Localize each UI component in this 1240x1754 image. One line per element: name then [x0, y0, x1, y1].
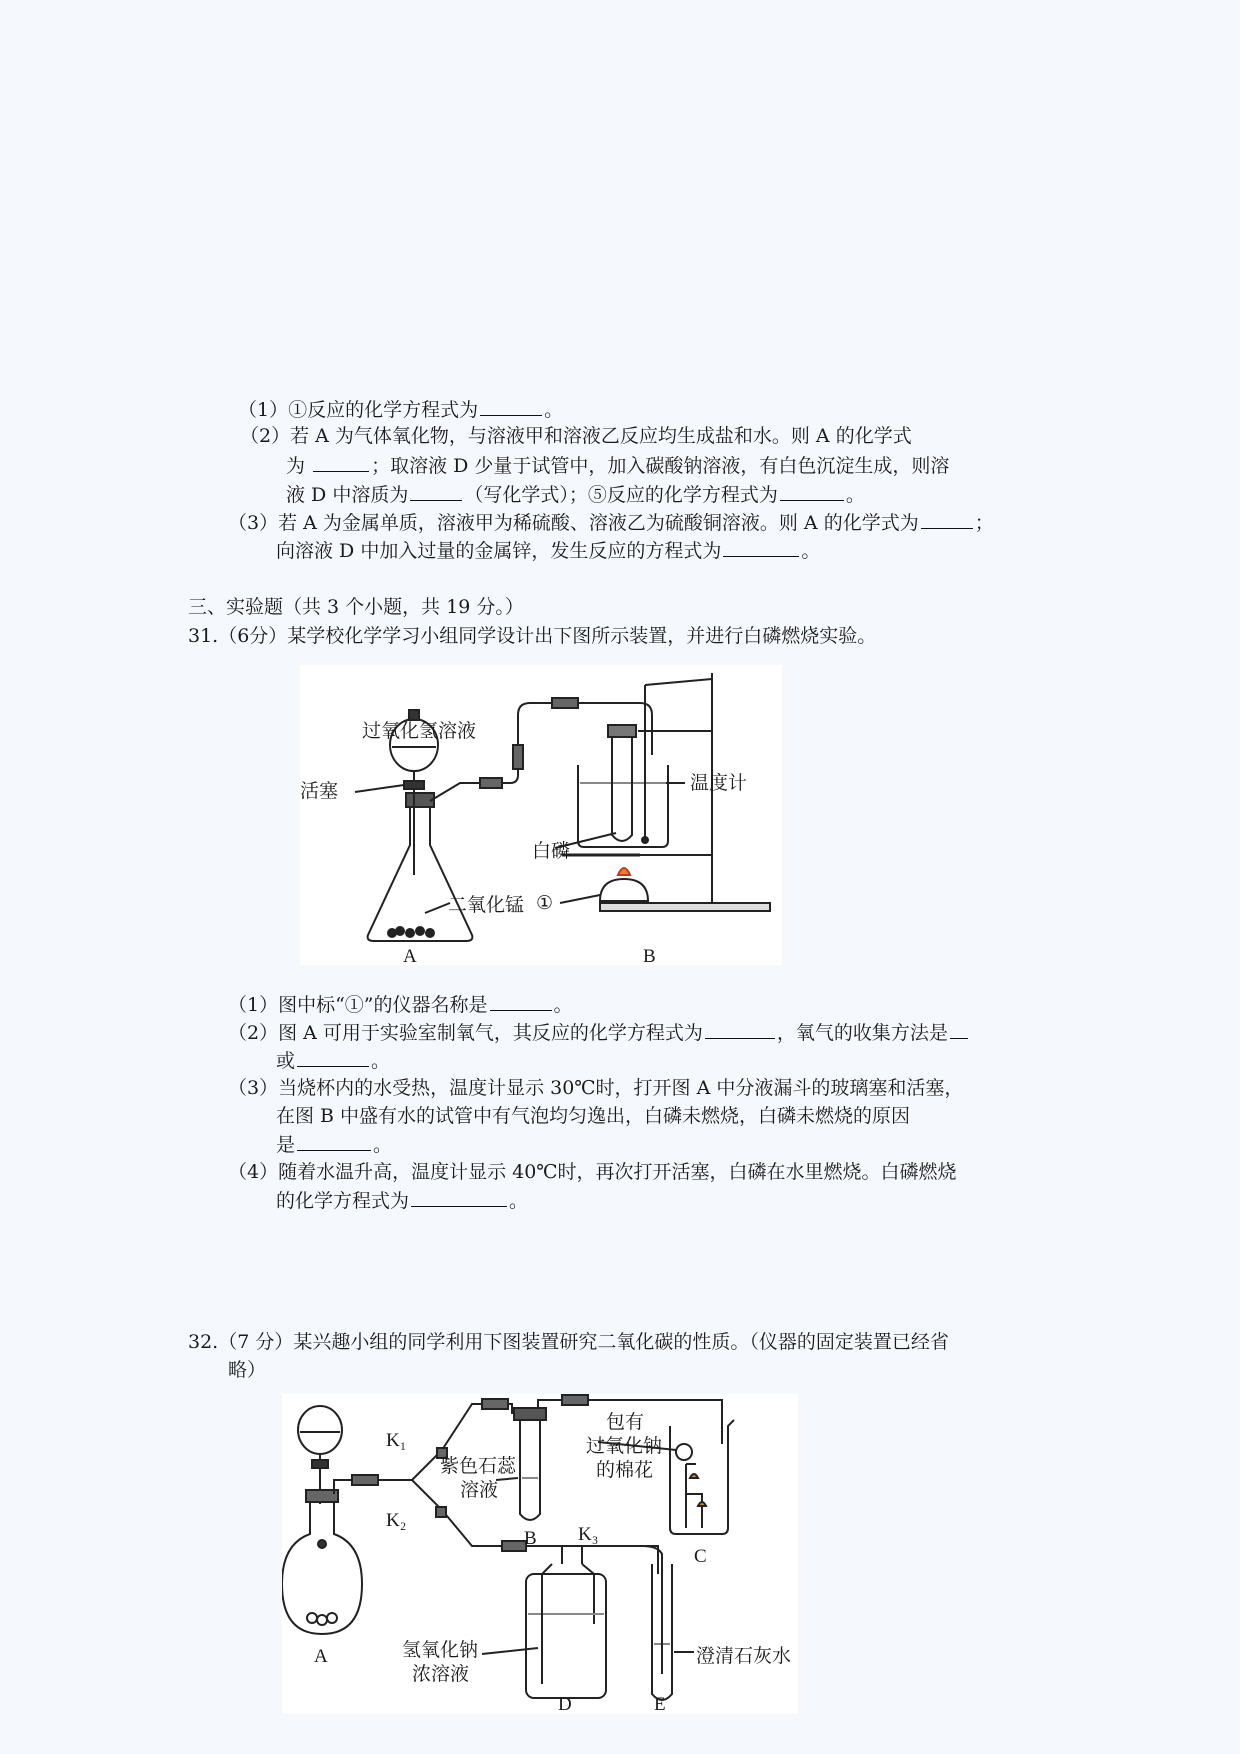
alcohol-lamp [600, 879, 648, 901]
answer-blank[interactable] [297, 1046, 369, 1067]
label-b: B [643, 946, 656, 965]
label-thermometer: 温度计 [690, 772, 748, 794]
label-white-phosphorus: 白磷 [532, 840, 571, 862]
q30-part3-line1: （3）若 A 为金属单质，溶液甲为稀硫酸、溶液乙为硫酸铜溶液。则 A 的化学式为 ； [228, 508, 994, 537]
beaker [578, 765, 668, 847]
answer-blank[interactable] [723, 536, 799, 557]
q30-part3-line2: 向溶液 D 中加入过量的金属锌，发生反应的方程式为 。 [276, 536, 820, 565]
q31-intro: 31.（6分）某学校化学学习小组同学设计出下图所示装置，并进行白磷燃烧实验。 [188, 625, 877, 647]
label-b: B [524, 1528, 537, 1549]
answer-blank[interactable] [490, 990, 552, 1011]
answer-blank[interactable] [480, 395, 542, 416]
answer-blank[interactable] [297, 1130, 371, 1151]
q31-part3-line1: （3）当烧杯内的水受热，温度计显示 30℃时，打开图 A 中分液漏斗的玻璃塞和活塞， [228, 1077, 964, 1099]
q31-part2-line1: （2）图 A 可用于实验室制氧气，其反应的化学方程式为 ，氧气的收集方法是 [228, 1018, 970, 1047]
q30-part2-line3: 液 D 中溶质为 （写化学式）；⑤反应的化学方程式为 。 [286, 480, 865, 509]
q31-part3-line3: 是 。 [276, 1130, 392, 1159]
section-title: 三、实验题（共 3 个小题，共 19 分。） [188, 596, 524, 618]
conical-flask [368, 805, 473, 941]
label-limewater: 澄清石灰水 [696, 1645, 792, 1667]
q31-part3-line2: 在图 B 中盛有水的试管中有气泡均匀逸出，白磷未燃烧，白磷未燃烧的原因 [276, 1105, 911, 1127]
answer-blank[interactable] [780, 480, 844, 501]
label-naoh-line2: 浓溶液 [412, 1663, 470, 1685]
test-tube-b [520, 1418, 540, 1520]
label-cotton-line1: 包有 [606, 1411, 645, 1433]
label-litmus-line2: 溶液 [460, 1479, 499, 1501]
label-cotton-line3: 的棉花 [596, 1459, 654, 1481]
q31-part4-line1: （4）随着水温升高，温度计显示 40℃时，再次打开活塞，白磷在水里燃烧。白磷燃烧 [228, 1161, 957, 1183]
q32-apparatus-drawing [282, 1394, 798, 1714]
q32-intro-line1: 32.（7 分）某兴趣小组的同学利用下图装置研究二氧化碳的性质。（仪器的固定装置已经省 [188, 1331, 949, 1353]
q31-apparatus-drawing [300, 665, 782, 965]
label-h2o2: 过氧化氢溶液 [362, 720, 477, 742]
label-e: E [654, 1694, 666, 1714]
label-mno2: 二氧化锰 [448, 894, 525, 916]
label-a: A [403, 946, 417, 965]
q31-part2-line2: 或 。 [276, 1046, 390, 1075]
label-k2: K₂ [386, 1510, 407, 1531]
q31-apparatus-figure [300, 665, 782, 965]
label-circle-1: ① [536, 892, 554, 914]
q31-part1: （1）图中标“①”的仪器名称是 。 [228, 990, 573, 1019]
label-stopcock: 活塞 [300, 780, 339, 802]
label-d: D [558, 1694, 572, 1714]
q30-part2-line1: （2）若 A 为气体氧化物，与溶液甲和溶液乙反应均生成盐和水。则 A 的化学式 [240, 425, 912, 447]
q32-intro-line2: 略） [228, 1359, 267, 1381]
separating-funnel [298, 1406, 342, 1454]
answer-blank[interactable] [313, 451, 369, 472]
label-naoh-line1: 氢氧化钠 [402, 1639, 479, 1661]
answer-blank[interactable] [705, 1018, 775, 1039]
label-a: A [314, 1646, 328, 1667]
stopcock [404, 781, 424, 789]
label-cotton-line2: 过氧化钠 [586, 1435, 663, 1457]
label-litmus-line1: 紫色石蕊 [440, 1455, 517, 1477]
answer-blank[interactable] [921, 508, 973, 529]
answer-blank[interactable] [950, 1018, 968, 1039]
label-c: C [694, 1546, 707, 1567]
label-k1: K₁ [386, 1430, 407, 1451]
round-bottom-flask [282, 1498, 362, 1634]
answer-blank[interactable] [410, 480, 462, 501]
q32-apparatus-figure [282, 1394, 798, 1714]
q31-part4-line2: 的化学方程式为 。 [276, 1186, 528, 1215]
q30-part2-line2: 为 ；取溶液 D 少量于试管中，加入碳酸钠溶液，有白色沉淀生成，则溶 [286, 451, 949, 480]
answer-blank[interactable] [411, 1186, 507, 1207]
q30-part1: （1）①反应的化学方程式为 。 [238, 395, 563, 424]
label-k3: K₃ [578, 1524, 599, 1545]
